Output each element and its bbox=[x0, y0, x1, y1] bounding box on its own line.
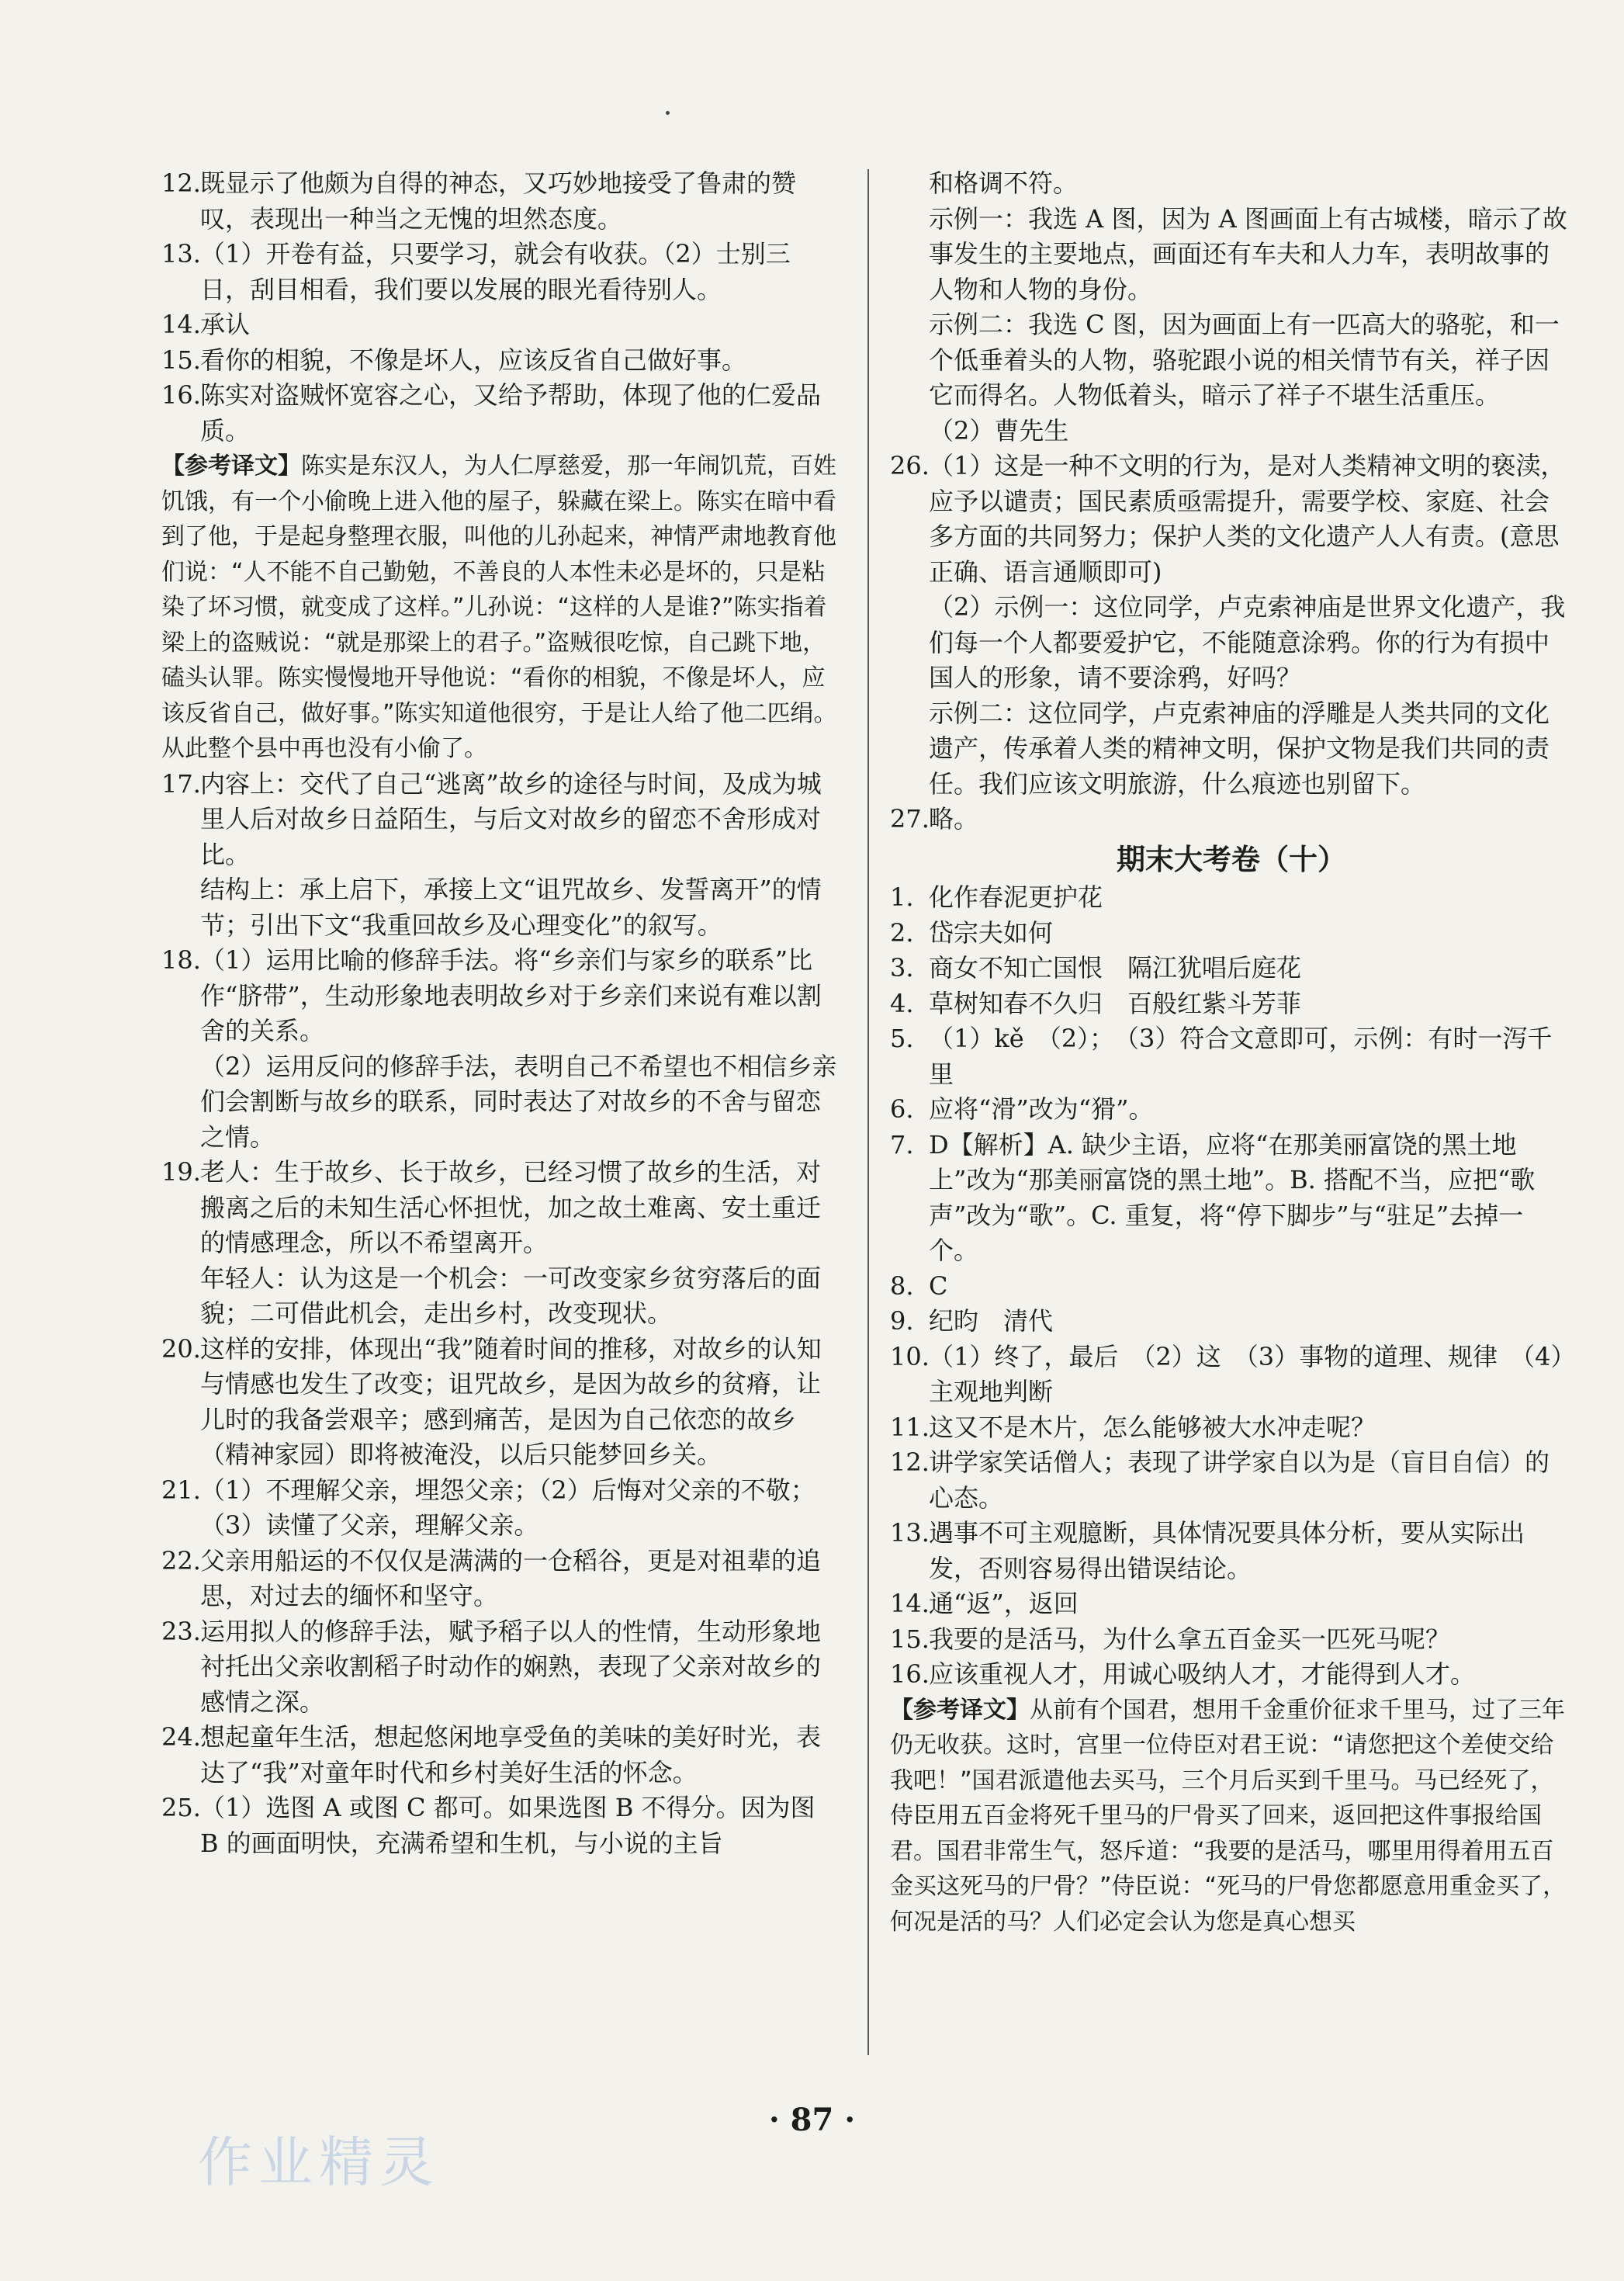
answer-body bbox=[929, 1021, 1573, 1092]
answer-number: 2. bbox=[890, 917, 914, 948]
top-dot-mark bbox=[666, 111, 670, 115]
answer-body bbox=[200, 378, 838, 449]
answer-item bbox=[161, 1155, 838, 1332]
answer-item bbox=[890, 1657, 1573, 1693]
answer-line: 纪昀 清代 bbox=[929, 1306, 1054, 1336]
answer-item bbox=[890, 1304, 1573, 1340]
reference-tag: 【参考译文】 bbox=[161, 452, 301, 480]
answer-25-continued bbox=[890, 166, 1573, 449]
answer-number: 8. bbox=[890, 1270, 914, 1301]
answer-line: （1）这是一种不文明的行为，是对人类精神文明的亵渎，应予以谴责；国民素质亟需提升，需要学校、家庭、社会多方面的共同努力；保护人类的文化遗产人人有责。(意思正确、语言通顺即可) bbox=[929, 451, 1566, 587]
answer-item bbox=[161, 378, 838, 449]
answer-line: （1）kě （2）； （3）符合文意即可，示例：有时一泻千里 bbox=[929, 1024, 1553, 1089]
answer-body bbox=[929, 1586, 1573, 1622]
answer-item bbox=[161, 1544, 838, 1614]
answer-body bbox=[929, 1092, 1573, 1128]
answer-body bbox=[929, 1304, 1573, 1340]
answer-line: （1）终了，最后 （2）这 （3）事物的道理、规律 （4）主观地判断 bbox=[929, 1341, 1563, 1406]
answer-line: 应将“滑”改为“猾”。 bbox=[929, 1094, 1154, 1124]
answer-item bbox=[890, 880, 1573, 916]
answer-item bbox=[161, 1473, 838, 1544]
answer-number: 26. bbox=[890, 451, 930, 480]
answer-line: 和格调不符。 bbox=[929, 168, 1079, 198]
answer-item bbox=[890, 802, 1573, 837]
answer-line: 示例一：我选 A 图，因为 A 图画面上有古城楼，暗示了故事发生的主要地点，画面还有车夫和人力车，表明故事的人物和人物的身份。 bbox=[929, 203, 1567, 304]
answer-body bbox=[200, 1790, 838, 1861]
answer-number: 21. bbox=[161, 1475, 201, 1505]
answer-line: 遇事不可主观臆断，具体情况要具体分析，要从实际出发，否则容易得出错误结论。 bbox=[929, 1518, 1525, 1583]
answer-item bbox=[161, 343, 838, 379]
answer-line: 示例二：我选 C 图，因为画面上有一匹高大的骆驼，和一个低垂着头的人物，骆驼跟小说的相关情节有关，祥子因它而得名。人物低着头，暗示了祥子不堪生活重压。 bbox=[929, 310, 1560, 410]
answer-line: 我要的是活马，为什么拿五百金买一匹死马呢？ bbox=[929, 1624, 1451, 1654]
answer-line: （1）选图 A 或图 C 都可。如果选图 B 不得分。因为图 B 的画面明快，充满希望和生机，与小说的主旨 bbox=[200, 1793, 815, 1858]
answer-number: 9. bbox=[890, 1306, 914, 1336]
answer-number: 11. bbox=[890, 1412, 930, 1442]
answer-item bbox=[890, 986, 1573, 1022]
reference-text bbox=[890, 1693, 1573, 1940]
answer-number: 13. bbox=[890, 1518, 930, 1548]
answer-line: 这样的安排，体现出“我”随着时间的推移，对故乡的认知与情感也发生了改变；诅咒故乡，是因为故乡的贫瘠，让儿时的我备尝艰辛；感到痛苦，是因为自己依恋的故乡（精神家园）即将被淹没，以后只能梦回乡关。 bbox=[200, 1333, 822, 1469]
answer-number: 4. bbox=[890, 988, 914, 1018]
answer-item bbox=[890, 1340, 1573, 1410]
answer-item bbox=[161, 237, 838, 307]
answer-body bbox=[929, 1445, 1573, 1516]
answer-number: 15. bbox=[161, 345, 201, 375]
answer-number: 16. bbox=[161, 380, 201, 410]
answer-item bbox=[890, 1269, 1573, 1305]
answer-line: （1）开卷有益，只要学习，就会有收获。（2）士别三日，刮目相看，我们要以发展的眼光看待别人。 bbox=[200, 239, 791, 304]
answer-line: 商女不知亡国恨 隔江犹唱后庭花 bbox=[929, 953, 1302, 983]
answer-item bbox=[890, 1021, 1573, 1092]
answer-body bbox=[200, 1544, 838, 1614]
answer-line: 草树知春不久归 百般红紫斗芳菲 bbox=[929, 988, 1302, 1018]
answer-body bbox=[200, 1614, 838, 1721]
answer-item bbox=[890, 1586, 1573, 1622]
reference-translation bbox=[890, 1693, 1573, 1940]
answer-item bbox=[890, 1128, 1573, 1269]
answer-number: 6. bbox=[890, 1094, 914, 1124]
reference-body: 陈实是东汉人，为人仁厚慈爱，那一年闹饥荒，百姓饥饿，有一个小偷晚上进入他的屋子，躲藏在梁上。陈实在暗中看到了他，于是起身整理衣服，叫他的儿孙起来，神情严肃地教育他们说：“人不能不自己勤勉，不善良的人本性未必是坏的，只是粘染了坏习惯，就变成了这样。”儿孙说：“这样的人是谁?”陈实指着梁上的盗贼说：“就是那梁上的君子。”盗贼很吃惊，自己跳下地，磕头认罪。陈实慢慢地开导他说：“看你的相貌，不像是坏人，应该反省自己，做好事。”陈实知道他很穷，于是让人给了他二匹绢。从此整个县中再也没有小偷了。 bbox=[161, 452, 837, 762]
answer-body bbox=[200, 767, 838, 944]
answer-item bbox=[890, 449, 1573, 802]
answer-line: （2）示例一：这位同学，卢克索神庙是世界文化遗产，我们每一个人都要爱护它，不能随意涂鸦。你的行为有损中国人的形象，请不要涂鸦，好吗？ bbox=[929, 592, 1566, 692]
page-number: · 87 · bbox=[768, 2102, 856, 2138]
answer-line: 略。 bbox=[929, 804, 979, 834]
answer-line: 岱宗夫如何 bbox=[929, 917, 1054, 948]
answer-body bbox=[929, 1269, 1573, 1305]
answer-line: 这又不是木片，怎么能够被大水冲走呢？ bbox=[929, 1412, 1376, 1442]
answer-line: 讲学家笑话僧人；表现了讲学家自以为是（盲目自信）的心态。 bbox=[929, 1447, 1550, 1513]
answer-body bbox=[200, 943, 838, 1155]
answer-number: 15. bbox=[890, 1624, 930, 1654]
reference-text bbox=[161, 449, 838, 767]
answer-line: 父亲用船运的不仅仅是满满的一仓稻谷，更是对祖辈的追思，对过去的缅怀和坚守。 bbox=[200, 1545, 822, 1610]
answer-number: 3. bbox=[890, 953, 914, 983]
reference-body: 从前有个国君，想用千金重价征求千里马，过了三年仍无收获。这时，宫里一位侍臣对君王说：“请您把这个差使交给我吧！”国君派遣他去买马，三个月后买到千里马。马已经死了，侍臣用五百金将死千里马的尸骨买了回来，返回把这件事报给国君。国君非常生气，怒斥道：“我要的是活马，哪里用得着用五百金买这死马的尸骨？”侍臣说：“死马的尸骨您都愿意用重金买了，何况是活的马？人们必定会认为您是真心想买 bbox=[890, 1696, 1567, 1936]
answer-line: 老人：生于故乡、长于故乡，已经习惯了故乡的生活，对搬离之后的未知生活心怀担忧，加之故土难离、安土重迁的情感理念，所以不希望离开。 bbox=[200, 1157, 822, 1257]
answer-body bbox=[929, 916, 1573, 952]
answer-line: 承认 bbox=[200, 310, 251, 339]
answer-body bbox=[200, 1473, 838, 1544]
answer-body bbox=[929, 1340, 1573, 1410]
reference-tag: 【参考译文】 bbox=[890, 1696, 1030, 1724]
answer-line: 化作春泥更护花 bbox=[929, 882, 1103, 912]
answer-number: 12. bbox=[161, 168, 201, 198]
reference-translation bbox=[161, 449, 838, 767]
answer-line: 陈实对盗贼怀宽容之心，又给予帮助，体现了他的仁爱品质。 bbox=[200, 380, 822, 445]
answer-body bbox=[929, 1410, 1573, 1446]
answer-line: 通“返”，返回 bbox=[929, 1589, 1079, 1618]
answer-body bbox=[200, 1332, 838, 1473]
answer-line: 内容上：交代了自己“逃离”故乡的途径与时间，及成为城里人后对故乡日益陌生，与后文对故乡的留恋不舍形成对比。 bbox=[200, 768, 822, 869]
answer-line: 应该重视人才，用诚心吸纳人才，才能得到人才。 bbox=[929, 1659, 1476, 1689]
answer-item bbox=[161, 307, 838, 343]
answer-item bbox=[890, 951, 1573, 986]
answer-line: C bbox=[929, 1270, 948, 1301]
answer-item bbox=[890, 916, 1573, 952]
answer-line: 想起童年生活，想起悠闲地享受鱼的美味的美好时光，表达了“我”对童年时代和乡村美好生活的怀念。 bbox=[200, 1722, 822, 1787]
left-column bbox=[161, 166, 838, 1861]
answer-item bbox=[890, 1410, 1573, 1446]
answer-item bbox=[161, 1614, 838, 1721]
answer-number: 23. bbox=[161, 1616, 201, 1646]
answer-body bbox=[200, 166, 838, 237]
answer-body bbox=[200, 1720, 838, 1790]
answer-line: 看你的相貌，不像是坏人，应该反省自己做好事。 bbox=[200, 345, 747, 375]
column-divider bbox=[867, 169, 869, 2055]
answer-item bbox=[161, 767, 838, 944]
answer-body bbox=[929, 880, 1573, 916]
answer-number: 12. bbox=[890, 1447, 930, 1477]
answer-body bbox=[200, 237, 838, 307]
right-column bbox=[890, 166, 1573, 1940]
answer-body bbox=[200, 307, 838, 343]
answer-number: 10. bbox=[890, 1341, 930, 1371]
answer-number: 1. bbox=[890, 882, 914, 912]
answer-item bbox=[890, 1622, 1573, 1658]
answer-number: 27. bbox=[890, 804, 930, 834]
answer-body bbox=[929, 1657, 1573, 1693]
answer-body bbox=[929, 802, 1573, 837]
answer-item bbox=[890, 1516, 1573, 1586]
answer-line: 年轻人：认为这是一个机会：一可改变家乡贫穷落后的面貌；二可借此机会，走出乡村，改变现状。 bbox=[200, 1263, 822, 1328]
answer-number: 19. bbox=[161, 1157, 201, 1187]
answer-item bbox=[161, 1332, 838, 1473]
answer-line: （2）运用反问的修辞手法，表明自己不希望也不相信乡亲们会割断与故乡的联系，同时表达了对故乡的不舍与留恋之情。 bbox=[200, 1051, 837, 1152]
watermark-text: 作业精灵 bbox=[198, 2130, 440, 2194]
answer-number: 16. bbox=[890, 1659, 930, 1689]
answer-line: （2）曹先生 bbox=[929, 415, 1069, 445]
answer-number: 20. bbox=[161, 1333, 201, 1364]
answer-item bbox=[890, 1092, 1573, 1128]
answer-number: 13. bbox=[161, 239, 201, 269]
answer-item bbox=[161, 166, 838, 237]
answer-body bbox=[200, 1155, 838, 1332]
answer-line: （1）不理解父亲，埋怨父亲；（2）后悔对父亲的不敬；（3）读懂了父亲，理解父亲。 bbox=[200, 1475, 815, 1540]
answer-item bbox=[161, 943, 838, 1155]
answer-line: 结构上：承上启下，承接上文“诅咒故乡、发誓离开”的情节；引出下文“我重回故乡及心理变化”的叙写。 bbox=[200, 875, 822, 940]
answer-body bbox=[929, 1622, 1573, 1658]
answer-number: 18. bbox=[161, 945, 201, 975]
answer-body bbox=[929, 986, 1573, 1022]
answer-number: 22. bbox=[161, 1545, 201, 1576]
answer-line: 示例二：这位同学，卢克索神庙的浮雕是人类共同的文化遗产，传承着人类的精神文明，保护文物是我们共同的责任。我们应该文明旅游，什么痕迹也别留下。 bbox=[929, 698, 1550, 799]
answer-body bbox=[929, 951, 1573, 986]
answer-body bbox=[929, 1128, 1573, 1269]
answer-item bbox=[890, 1445, 1573, 1516]
answer-number: 5. bbox=[890, 1024, 914, 1053]
answer-number: 25. bbox=[161, 1793, 201, 1822]
answer-number: 7. bbox=[890, 1129, 914, 1160]
answer-number: 24. bbox=[161, 1722, 201, 1752]
answer-number: 14. bbox=[890, 1589, 930, 1618]
answer-item bbox=[161, 1790, 838, 1861]
answer-line: D【解析】A. 缺少主语，应将“在那美丽富饶的黑土地上”改为“那美丽富饶的黑土地”。B. 搭配不当，应把“歌声”改为“歌”。C. 重复，将“停下脚步”与“驻足”去掉一个。 bbox=[929, 1129, 1536, 1265]
answer-number: 14. bbox=[161, 310, 201, 339]
section-title: 期末大考卷（十） bbox=[1117, 842, 1346, 876]
answer-body bbox=[929, 449, 1573, 802]
answer-number: 17. bbox=[161, 768, 201, 799]
answer-line: 既显示了他颇为自得的神态，又巧妙地接受了鲁肃的赞叹，表现出一种当之无愧的坦然态度。 bbox=[200, 168, 797, 234]
answer-line: 运用拟人的修辞手法，赋予稻子以人的性情，生动形象地衬托出父亲收割稻子时动作的娴熟，表现了父亲对故乡的感情之深。 bbox=[200, 1616, 822, 1717]
answer-body bbox=[200, 343, 838, 379]
answer-item bbox=[161, 1720, 838, 1790]
answer-line: （1）运用比喻的修辞手法。将“乡亲们与家乡的联系”比作“脐带”，生动形象地表明故乡对于乡亲们来说有难以割舍的关系。 bbox=[200, 945, 822, 1045]
answer-body bbox=[929, 1516, 1573, 1586]
